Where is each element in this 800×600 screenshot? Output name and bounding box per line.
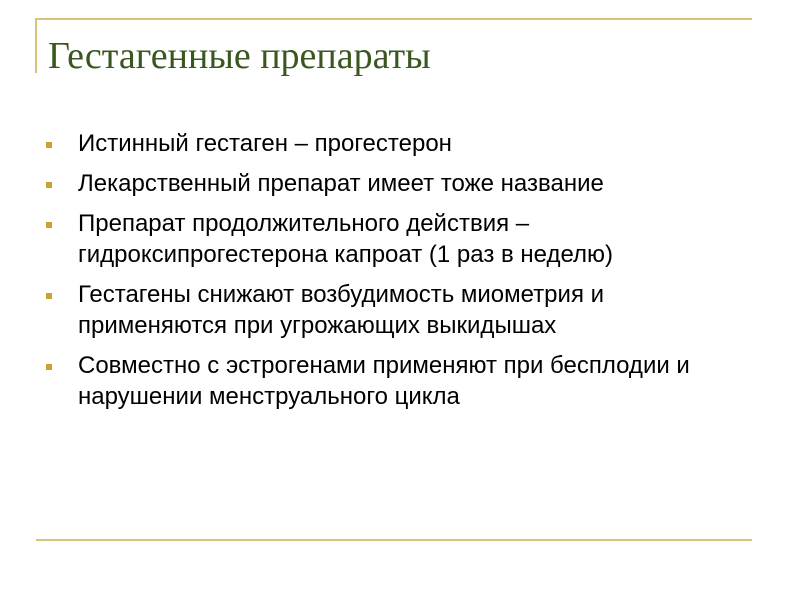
square-bullet-icon — [46, 182, 52, 188]
square-bullet-icon — [46, 142, 52, 148]
list-item — [46, 279, 746, 341]
bullet-text: Истинный гестаген – прогестерон — [78, 130, 452, 157]
top-divider — [36, 18, 752, 20]
list-item — [46, 168, 746, 199]
square-bullet-icon — [46, 222, 52, 228]
bottom-divider — [36, 539, 752, 541]
bullet-text: Лекарственный препарат имеет тоже название — [78, 170, 604, 197]
bullet-text: Гестагены снижают возбудимость миометрия и применяются при угрожающих выкидышах — [78, 281, 605, 339]
square-bullet-icon — [46, 293, 52, 299]
list-item — [46, 208, 746, 270]
list-item — [46, 128, 746, 159]
slide-title: Гестагенные препараты — [48, 35, 431, 77]
bullet-text: Совместно с эстрогенами применяют при бесплодии и нарушении менструального цикла — [78, 352, 690, 410]
list-item — [46, 350, 746, 412]
square-bullet-icon — [46, 364, 52, 370]
left-divider — [35, 18, 37, 73]
bullet-list — [46, 128, 746, 421]
bullet-text: Препарат продолжительного действия – гидроксипрогестерона капроат (1 раз в неделю) — [78, 210, 614, 268]
